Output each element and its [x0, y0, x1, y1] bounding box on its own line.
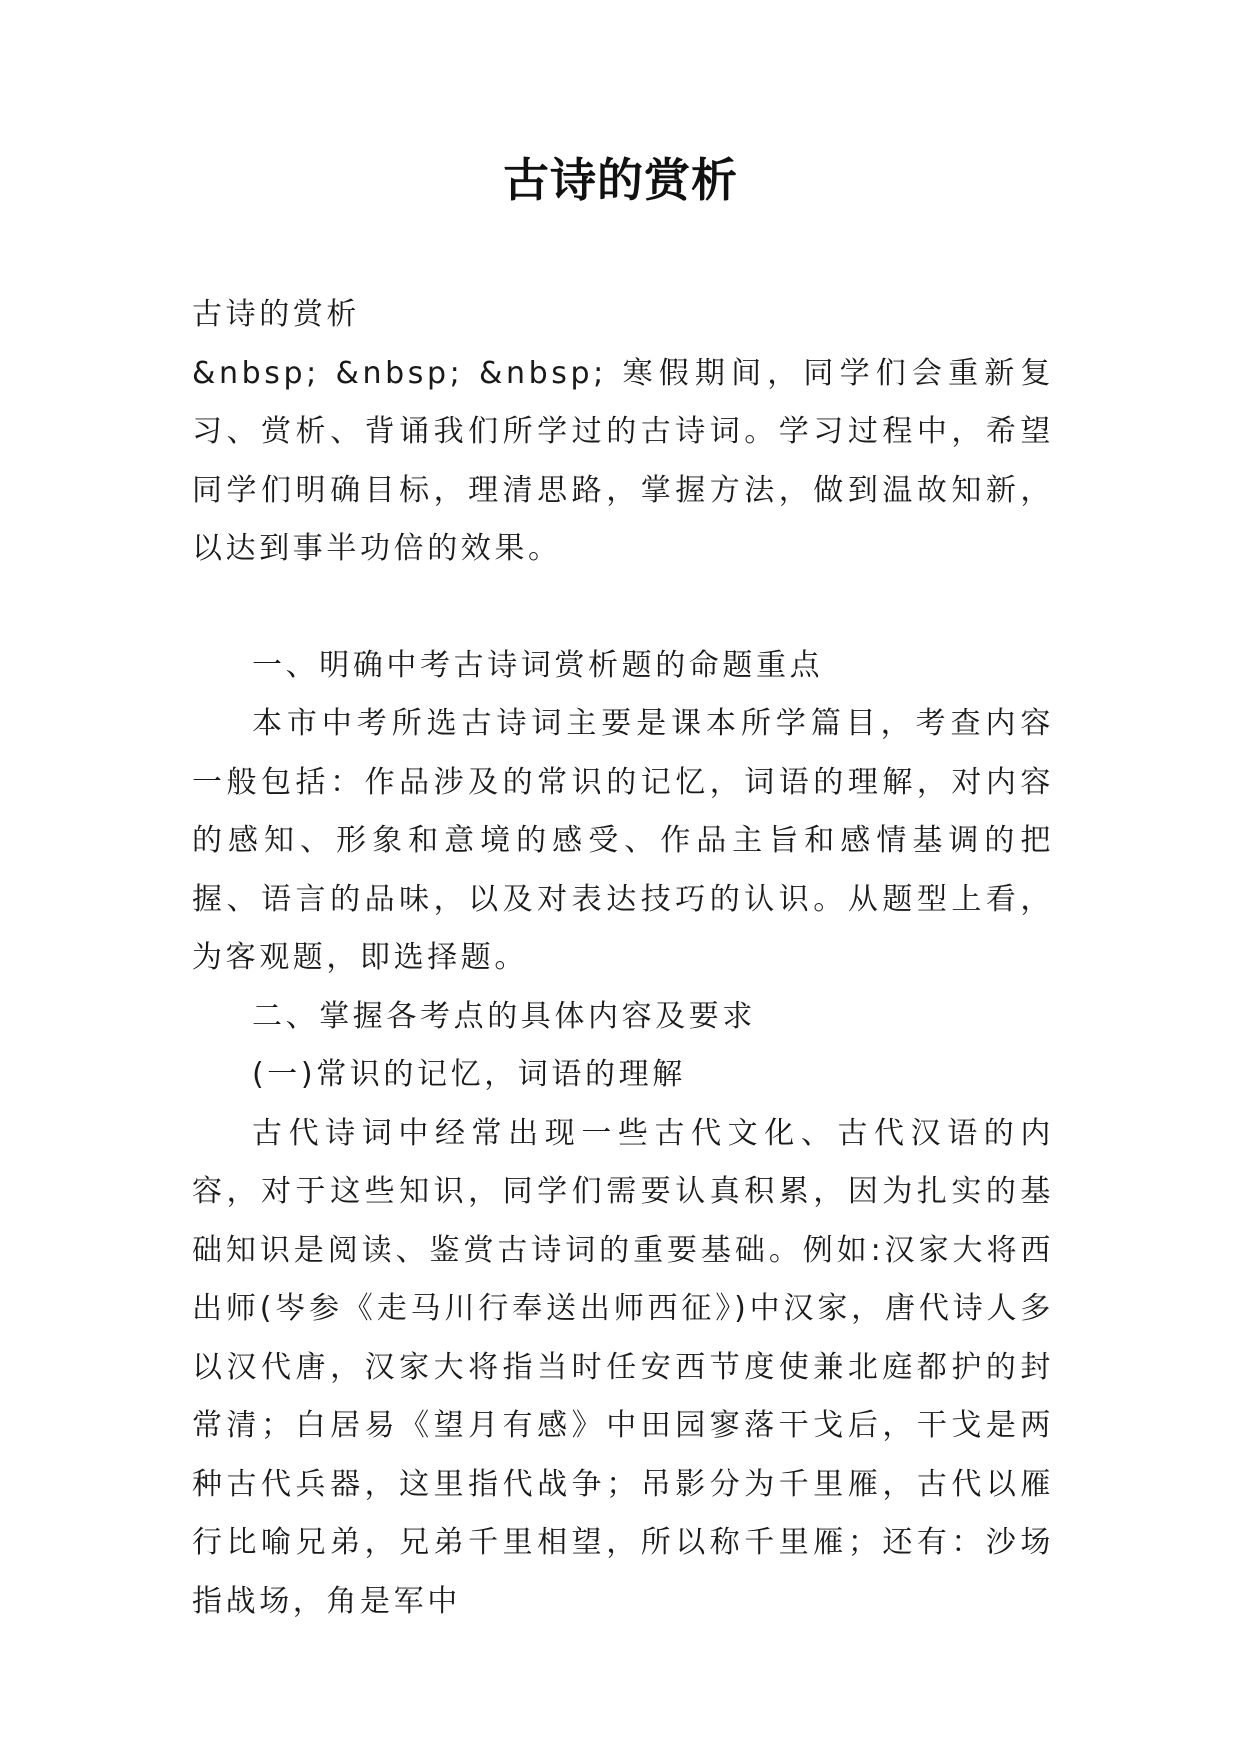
- paragraph-knowledge: 古代诗词中经常出现一些古代文化、古代汉语的内容，对于这些知识，同学们需要认真积累，因为扎实的基础知识是阅读、鉴赏古诗词的重要基础。例如:汉家大将西出师(岑参《走马川行奉送出师西征》)中汉家，唐代诗人多以汉代唐，汉家大将指当时任安西节度使兼北庭都护的封常清；白居易《望月有感》中田园寥落干戈后，干戈是两种古代兵器，这里指代战争；吊影分为千里雁，古代以雁行比喻兄弟，兄弟千里相望，所以称千里雁；还有：沙场指战场，角是军中: [192, 1115, 1054, 1619]
- section-heading-1: 一、明确中考古诗词赏析题的命题重点: [252, 647, 824, 683]
- section-heading-2: 二、掌握各考点的具体内容及要求: [252, 998, 756, 1034]
- document-body: [192, 286, 1054, 1631]
- paragraph-exam-focus: 本市中考所选古诗词主要是课本所学篇目，考查内容一般包括：作品涉及的常识的记忆，词语的理解，对内容的感知、形象和意境的感受、作品主旨和感情基调的把握、语言的品味，以及对表达技巧的认识。从题型上看，为客观题，即选择题。: [192, 706, 1054, 975]
- intro-paragraph: &nbsp; &nbsp; &nbsp; 寒假期间，同学们会重新复习、赏析、背诵我们所学过的古诗词。学习过程中，希望同学们明确目标，理清思路，掌握方法，做到温故知新，以达到事半功倍的效果。: [192, 355, 1054, 566]
- document-subtitle: 古诗的赏析: [192, 297, 360, 332]
- document-title: 古诗的赏析: [503, 153, 738, 207]
- subsection-heading-1: (一)常识的记忆，词语的理解: [252, 1057, 686, 1092]
